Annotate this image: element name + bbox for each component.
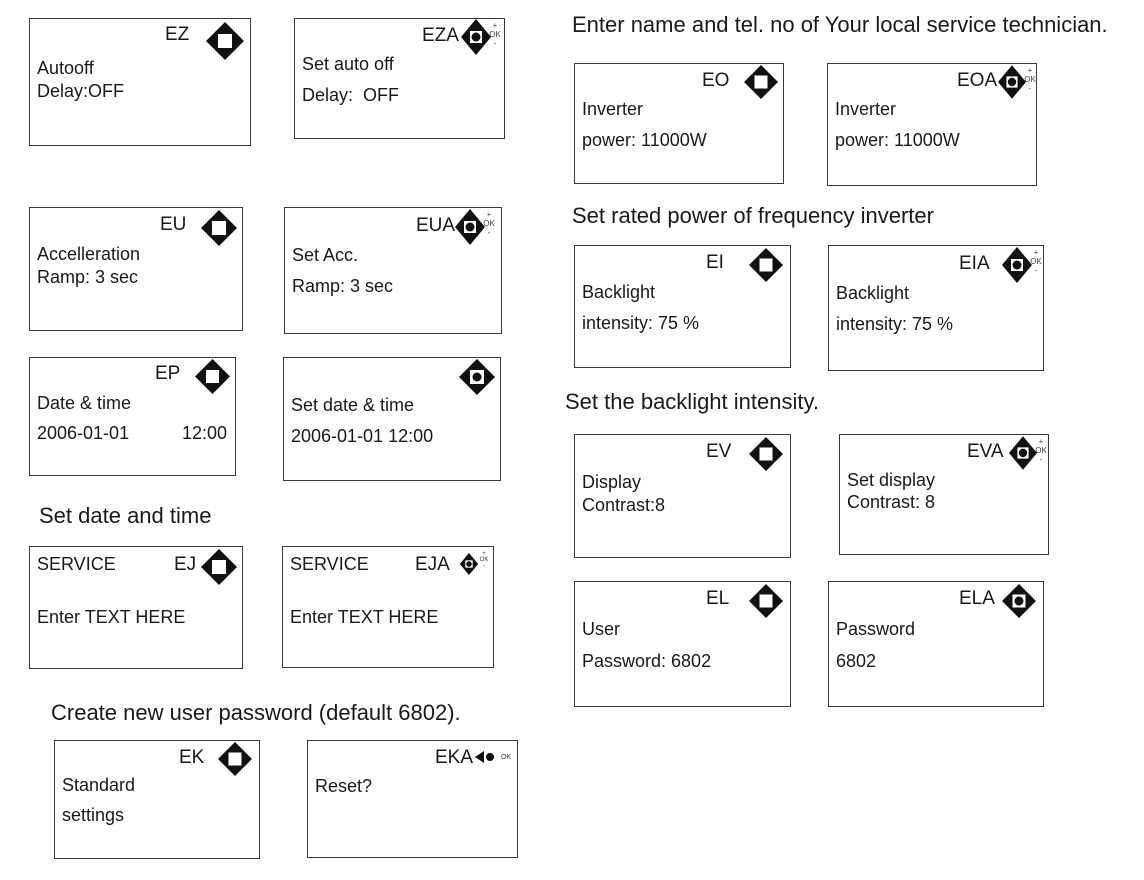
caption-date-time: Set date and time <box>39 503 212 528</box>
nav-diamond-square-icon <box>206 22 244 60</box>
nav-diamond-dot-icon <box>459 359 495 395</box>
caption-backlight: Set the backlight intensity. <box>565 389 819 414</box>
screen-line-1: Set display <box>847 470 936 490</box>
screen-eja <box>282 546 494 668</box>
nav-diamond-square-icon <box>749 248 783 282</box>
screen-code: EJ <box>174 554 197 575</box>
screen-line-2: 2006-01-01 12:00 <box>291 426 434 446</box>
screen-code: EKA <box>435 747 474 768</box>
screen-code: EJA <box>415 554 450 575</box>
screen-line-2: Password: 6802 <box>582 651 712 671</box>
ok-label: OK <box>500 754 512 761</box>
screen-line-2: Ramp: 3 sec <box>37 267 139 287</box>
screen-line-1: Standard <box>62 775 136 795</box>
screen-line-1: Enter TEXT HERE <box>290 607 439 627</box>
screen-code: ELA <box>959 588 995 609</box>
screen-line-2: power: 11000W <box>582 130 707 150</box>
ok-labels: + OK - <box>1030 248 1042 275</box>
ok-labels: + OK - <box>489 21 501 48</box>
screen-code: EOA <box>957 70 998 91</box>
screen-eua <box>284 207 502 334</box>
screen-ei <box>574 245 791 368</box>
screen-line-1: Set Acc. <box>292 245 359 265</box>
ok-labels: + OK - <box>479 551 489 569</box>
screen-code: EU <box>160 214 187 235</box>
screen-code: EUA <box>416 215 456 236</box>
screen-line-2: power: 11000W <box>835 130 960 150</box>
screen-el <box>574 581 791 707</box>
screen-line-1: Accelleration <box>37 244 141 264</box>
screen-eo <box>574 63 784 184</box>
nav-diamond-square-icon <box>749 437 783 471</box>
ok-labels: + OK - <box>1024 66 1036 93</box>
screen-title: SERVICE <box>37 554 116 574</box>
screen-line-1: Date & time <box>37 393 132 413</box>
screen-code: EIA <box>959 253 990 274</box>
nav-diamond-square-icon <box>749 584 783 618</box>
screen-eka <box>307 740 518 858</box>
screen-code: EL <box>706 588 730 609</box>
screen-line-1: Enter TEXT HERE <box>37 607 186 627</box>
nav-diamond-square-icon <box>744 65 778 99</box>
nav-diamond-dot-icon <box>459 553 479 575</box>
screen-ela <box>828 581 1044 707</box>
ok-labels: + OK - <box>1035 437 1047 464</box>
nav-diamond-square-icon <box>195 359 230 394</box>
ok-labels: + OK - <box>483 210 495 237</box>
screen-line-2: Contrast: 8 <box>847 492 936 512</box>
screen-code: EZ <box>165 24 190 45</box>
nav-diamond-square-icon <box>201 549 237 585</box>
screen-line-1: Inverter <box>835 99 897 119</box>
screen-line-1: Backlight <box>836 283 910 303</box>
screen-eva <box>839 434 1049 555</box>
screen-line-2: Ramp: 3 sec <box>292 276 394 296</box>
screen-line-1: Set date & time <box>291 395 415 415</box>
screen-code: EP <box>155 363 181 384</box>
screen-title: SERVICE <box>290 554 369 574</box>
screen-ev <box>574 434 791 558</box>
screen-eoa <box>827 63 1037 186</box>
screen-ep <box>29 357 236 476</box>
screen-code: EI <box>706 252 724 273</box>
screen-line-2: 6802 <box>836 651 877 671</box>
screen-eza <box>294 18 505 139</box>
nav-diamond-dot-icon <box>461 19 491 55</box>
screen-line-1: Password <box>836 619 916 639</box>
nav-diamond-square-icon <box>201 210 237 246</box>
screen-line-1: Inverter <box>582 99 644 119</box>
screen-code: EO <box>702 70 730 91</box>
screen-line-1: User <box>582 619 621 639</box>
screen-code: EVA <box>967 441 1004 462</box>
screen-line-2: Contrast:8 <box>582 495 666 515</box>
screen-line-1: Display <box>582 472 642 492</box>
caption-rated-power: Set rated power of frequency inverter <box>572 203 934 228</box>
date-value: 2006-01-01 <box>37 423 130 443</box>
nav-diamond-dot-icon <box>998 65 1026 99</box>
screen-line-2: settings <box>62 805 125 825</box>
screen-ez <box>29 18 251 146</box>
nav-left-dot-icon <box>475 751 495 763</box>
screen-code: EV <box>706 441 732 462</box>
screen-ej <box>29 546 243 669</box>
nav-diamond-dot-icon <box>455 209 485 245</box>
screen-ek <box>54 740 260 859</box>
nav-diamond-dot-icon <box>1009 436 1037 470</box>
screen-code: EZA <box>422 25 459 46</box>
screen-code: EK <box>179 747 205 768</box>
nav-diamond-dot-icon <box>1002 247 1032 283</box>
screen-line-1: Reset? <box>315 776 373 796</box>
nav-diamond-dot-icon <box>1002 584 1036 618</box>
nav-diamond-square-icon <box>218 742 252 776</box>
time-value: 12:00 <box>182 423 228 443</box>
screen-line-2: Delay:OFF <box>37 81 125 101</box>
caption-service-technician: Enter name and tel. no of Your local service technician. <box>572 12 1108 37</box>
screen-line-1: Set auto off <box>302 54 394 74</box>
screen-line-1: Backlight <box>582 282 656 302</box>
caption-user-password: Create new user password (default 6802). <box>51 700 461 725</box>
screen-line-2: intensity: 75 % <box>836 314 954 334</box>
screen-eia <box>828 245 1044 371</box>
screen-line-2: intensity: 75 % <box>582 313 700 333</box>
screen-eu <box>29 207 243 331</box>
screen-line-1: Autooff <box>37 58 94 78</box>
screen-ep-set <box>283 357 501 481</box>
screen-line-2: Delay: OFF <box>302 85 400 105</box>
